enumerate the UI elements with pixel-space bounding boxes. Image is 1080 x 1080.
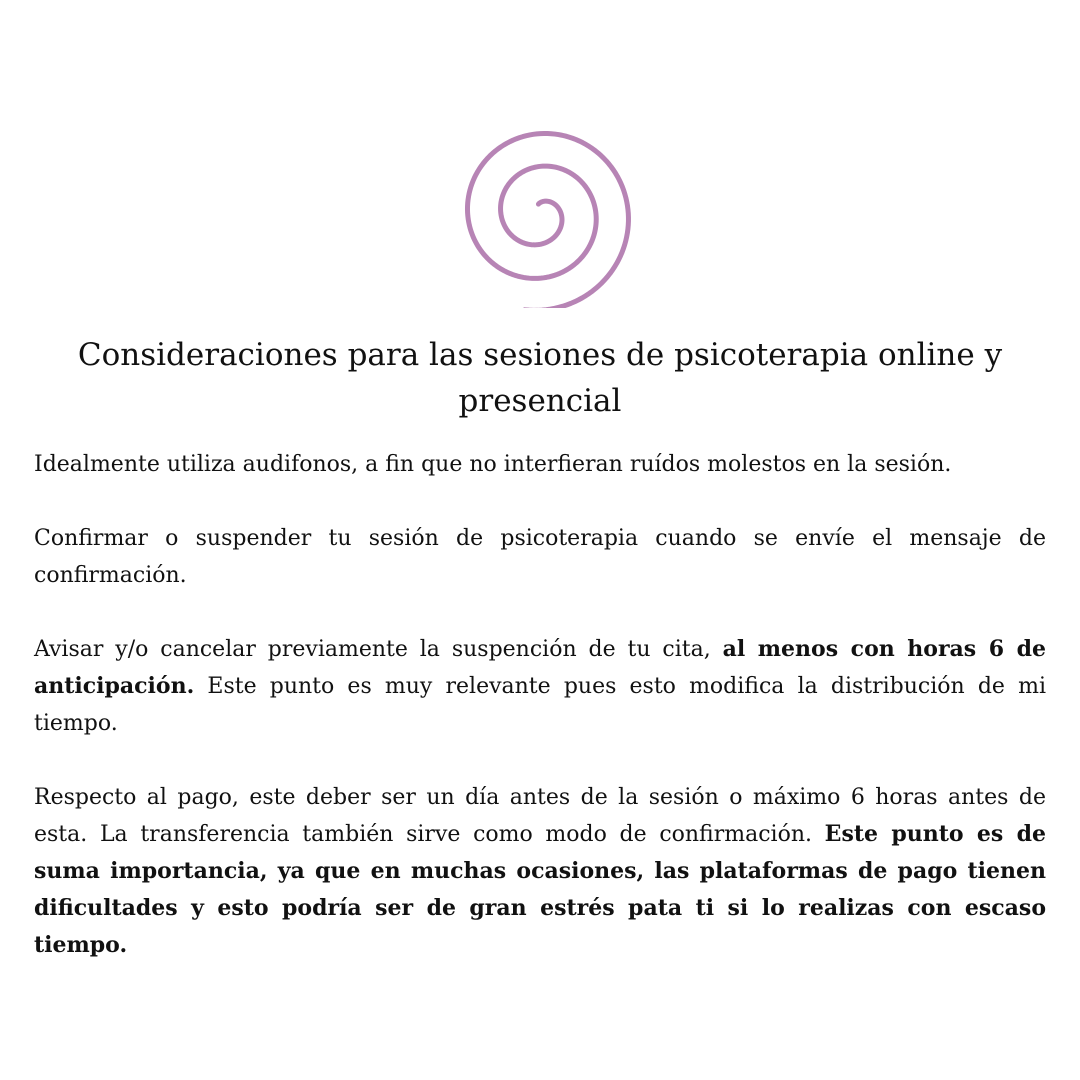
spiral-stroke <box>467 133 628 308</box>
paragraph-headphones: Idealmente utiliza audifonos, a fin que no interfieran ruídos molestos en la sesión. <box>34 452 952 477</box>
spiral-icon <box>438 104 642 308</box>
page-title: Consideraciones para las sesiones de psicoterapia online y presencial <box>77 337 1003 419</box>
paragraph-payment <box>34 779 1046 964</box>
cancellation-text: Avisar y/o cancelar previamente la suspención de tu cita, <box>34 637 723 662</box>
considerations-list <box>34 446 1046 1001</box>
payment-text: Respecto al pago, este deber ser un día antes de la sesión o máximo 6 horas antes de esta. La transferencia también sirve como modo de confirmación. <box>34 785 1046 847</box>
payment-importance-bold: Este punto es de suma importancia, ya que en muchas ocasiones, las plataformas de pago tienen dificultades y esto podría ser de gran estrés pata ti si lo realizas con escaso tiempo. <box>34 821 1046 958</box>
paragraph-confirm-session: Confirmar o suspender tu sesión de psicoterapia cuando se envíe el mensaje de confirmación. <box>34 526 1046 588</box>
paragraph-cancellation <box>34 631 1046 742</box>
cancellation-reason-text: Este punto es muy relevante pues esto modifica la distribución de mi tiempo. <box>34 674 1046 736</box>
cancellation-notice-bold: al menos con horas 6 de anticipación. <box>34 636 1047 699</box>
